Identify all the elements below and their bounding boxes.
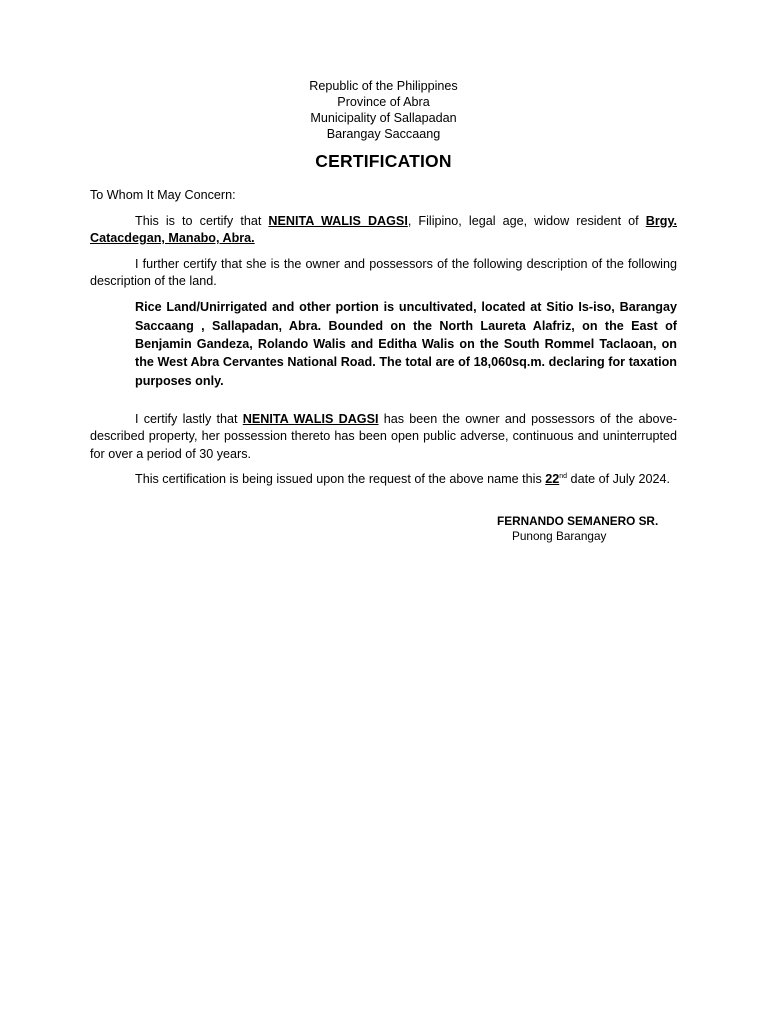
letterhead-country: Republic of the Philippines bbox=[309, 79, 458, 93]
certified-person-name: NENITA WALIS DAGSI bbox=[242, 411, 379, 426]
paragraph-text: date of July 2024. bbox=[567, 472, 670, 487]
paragraph-issuance bbox=[90, 471, 677, 488]
salutation: To Whom It May Concern: bbox=[90, 188, 236, 203]
paragraph-text: , Filipino, legal age, widow resident of bbox=[407, 213, 646, 228]
letterhead bbox=[90, 78, 677, 142]
document-title: CERTIFICATION bbox=[315, 151, 452, 171]
paragraph-text: This certification is being issued upon the request of the above name this bbox=[135, 472, 546, 487]
residence-address: Brgy. Catacdegan, Manabo, Abra. bbox=[90, 213, 678, 246]
paragraph-text: This is to certify that bbox=[135, 213, 269, 228]
issue-day: 22 bbox=[545, 472, 560, 487]
paragraph-text: has been the owner and possessors of the above-described property, her possession thereto has been open public adverse, continuous and uninterrupted for over a period of 30 years. bbox=[90, 411, 678, 461]
paragraph-possession bbox=[90, 411, 677, 463]
signatory-title: Punong Barangay bbox=[512, 528, 607, 543]
paragraph-certify-identity bbox=[90, 213, 677, 248]
letterhead-municipality: Municipality of Sallapadan bbox=[310, 111, 457, 125]
paragraph-ownership: I further certify that she is the owner and possessors of the following description of the following description of the land. bbox=[90, 256, 677, 289]
certified-person-name: NENITA WALIS DAGSI bbox=[268, 213, 408, 228]
letterhead-barangay: Barangay Saccaang bbox=[326, 127, 441, 141]
day-suffix: nd bbox=[559, 472, 568, 480]
signatory-name: FERNANDO SEMANERO SR. bbox=[497, 513, 659, 528]
land-description: Rice Land/Unirrigated and other portion is uncultivated, located at Sitio Is-iso, Barangay Saccaang , Sallapadan, Abra. Bounded on the North Laureta Alafriz, on the East of Benjamin Gandeza, Rolando Walis and Editha Walis on the South Rommel Taclaoan, on the West Abra Cervantes National Road. The total are of 18,060sq.m. declaring for taxation purposes only. bbox=[135, 300, 677, 388]
signature-block bbox=[497, 514, 677, 544]
letterhead-province: Province of Abra bbox=[337, 95, 430, 109]
certificate-page bbox=[90, 78, 677, 544]
paragraph-text: I certify lastly that bbox=[135, 411, 243, 426]
